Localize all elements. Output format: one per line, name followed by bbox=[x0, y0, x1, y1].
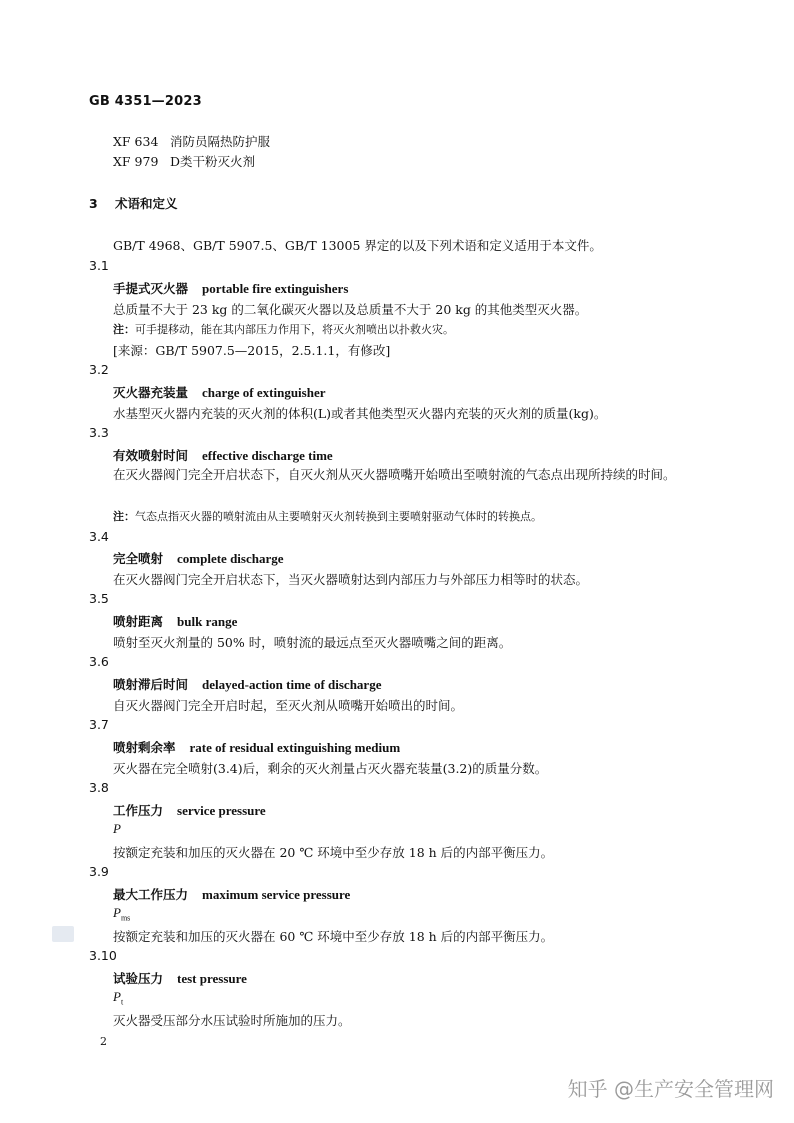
symbol-letter: P bbox=[113, 821, 121, 836]
term-number: 3.1 bbox=[89, 258, 109, 273]
term-heading bbox=[113, 885, 350, 903]
symbol-subscript: t bbox=[120, 997, 124, 1007]
standard-code-header: GB 4351—2023 bbox=[89, 94, 202, 109]
note-label: 注： bbox=[113, 510, 135, 523]
term-note bbox=[113, 321, 454, 337]
term-name-en: rate of residual extinguishing medium bbox=[189, 740, 401, 755]
term-heading bbox=[113, 446, 333, 464]
term-symbol bbox=[113, 905, 130, 923]
term-heading bbox=[113, 279, 348, 297]
term-name-en: delayed-action time of discharge bbox=[202, 677, 382, 692]
watermark-text: 知乎 @生产安全管理网 bbox=[567, 1077, 774, 1101]
term-number: 3.10 bbox=[89, 948, 117, 963]
term-name-en: portable fire extinguishers bbox=[202, 281, 349, 296]
normative-reference bbox=[113, 152, 255, 170]
term-heading bbox=[113, 612, 237, 630]
reference-title: 消防员隔热防护服 bbox=[170, 134, 271, 149]
term-heading bbox=[113, 801, 266, 819]
term-definition: 灭火器受压部分水压试验时所施加的压力。 bbox=[113, 1013, 351, 1028]
section-number: 3 bbox=[89, 196, 98, 211]
term-name-zh: 手提式灭火器 bbox=[113, 281, 189, 296]
term-name-en: charge of extinguisher bbox=[202, 385, 326, 400]
symbol-letter: P bbox=[113, 905, 121, 920]
term-name-zh: 完全喷射 bbox=[113, 551, 164, 566]
term-name-zh: 喷射距离 bbox=[113, 614, 164, 629]
term-number: 3.7 bbox=[89, 717, 109, 732]
section-intro: GB/T 4968、GB/T 5907.5、GB/T 13005 界定的以及下列术语和定义适用于本文件。 bbox=[113, 238, 602, 253]
term-number: 3.2 bbox=[89, 362, 109, 377]
symbol-letter: P bbox=[113, 989, 121, 1004]
term-number: 3.4 bbox=[89, 529, 109, 544]
term-definition: 喷射至灭火剂量的 50% 时，喷射流的最远点至灭火器喷嘴之间的距离。 bbox=[113, 635, 512, 650]
symbol-subscript: ms bbox=[120, 913, 131, 923]
note-text: 气态点指灭火器的喷射流由从主要喷射灭火剂转换到主要喷射驱动气体时的转换点。 bbox=[135, 510, 542, 523]
reference-code: XF 634 bbox=[113, 134, 159, 149]
term-number: 3.9 bbox=[89, 864, 109, 879]
term-number: 3.6 bbox=[89, 654, 109, 669]
term-name-zh: 灭火器充装量 bbox=[113, 385, 189, 400]
term-definition: 灭火器在完全喷射(3.4)后，剩余的灭火剂量占灭火器充装量(3.2)的质量分数。 bbox=[113, 761, 548, 776]
term-name-en: test pressure bbox=[177, 971, 247, 986]
term-heading bbox=[113, 675, 381, 693]
term-definition: 水基型灭火器内充装的灭火剂的体积(L)或者其他类型灭火器内充装的灭火剂的质量(kg)。 bbox=[113, 406, 607, 421]
note-label: 注： bbox=[113, 323, 135, 336]
term-definition: 在灭火器阀门完全开启状态下，自灭火剂从灭火器喷嘴开始喷出至喷射流的气态点出现所持续的时间。 bbox=[113, 467, 676, 482]
term-definition: 总质量不大于 23 kg 的二氧化碳灭火器以及总质量不大于 20 kg 的其他类型灭火器。 bbox=[113, 302, 588, 317]
term-name-zh: 试验压力 bbox=[113, 971, 164, 986]
term-name-en: bulk range bbox=[177, 614, 238, 629]
term-symbol bbox=[113, 821, 121, 839]
term-name-en: service pressure bbox=[177, 803, 266, 818]
term-name-en: maximum service pressure bbox=[202, 887, 351, 902]
section-title: 术语和定义 bbox=[115, 196, 178, 211]
term-name-zh: 工作压力 bbox=[113, 803, 164, 818]
term-symbol bbox=[113, 989, 123, 1007]
margin-stamp-mark bbox=[52, 926, 74, 942]
term-heading bbox=[113, 738, 400, 756]
term-name-en: complete discharge bbox=[177, 551, 284, 566]
term-name-en: effective discharge time bbox=[202, 448, 333, 463]
reference-title: D类干粉灭火剂 bbox=[170, 154, 256, 169]
term-heading bbox=[113, 969, 247, 987]
term-heading bbox=[113, 549, 284, 567]
term-number: 3.3 bbox=[89, 425, 109, 440]
page-number: 2 bbox=[100, 1035, 107, 1048]
term-name-zh: 喷射剩余率 bbox=[113, 740, 176, 755]
note-text: 可手提移动，能在其内部压力作用下，将灭火剂喷出以扑救火灾。 bbox=[135, 323, 454, 336]
term-definition: 在灭火器阀门完全开启状态下，当灭火器喷射达到内部压力与外部压力相等时的状态。 bbox=[113, 572, 589, 587]
normative-reference bbox=[113, 132, 270, 150]
term-definition: 按额定充装和加压的灭火器在 20 ℃ 环境中至少存放 18 h 后的内部平衡压力。 bbox=[113, 845, 554, 860]
term-number: 3.8 bbox=[89, 780, 109, 795]
term-source: [来源：GB/T 5907.5—2015，2.5.1.1，有修改] bbox=[113, 343, 391, 358]
term-definition: 自灭火器阀门完全开启时起，至灭火剂从喷嘴开始喷出的时间。 bbox=[113, 698, 464, 713]
term-number: 3.5 bbox=[89, 591, 109, 606]
term-name-zh: 有效喷射时间 bbox=[113, 448, 189, 463]
term-name-zh: 最大工作压力 bbox=[113, 887, 189, 902]
section-heading bbox=[89, 194, 178, 212]
reference-code: XF 979 bbox=[113, 154, 159, 169]
term-definition: 按额定充装和加压的灭火器在 60 ℃ 环境中至少存放 18 h 后的内部平衡压力。 bbox=[113, 929, 554, 944]
term-heading bbox=[113, 383, 326, 401]
term-note bbox=[113, 508, 542, 524]
term-name-zh: 喷射滞后时间 bbox=[113, 677, 189, 692]
